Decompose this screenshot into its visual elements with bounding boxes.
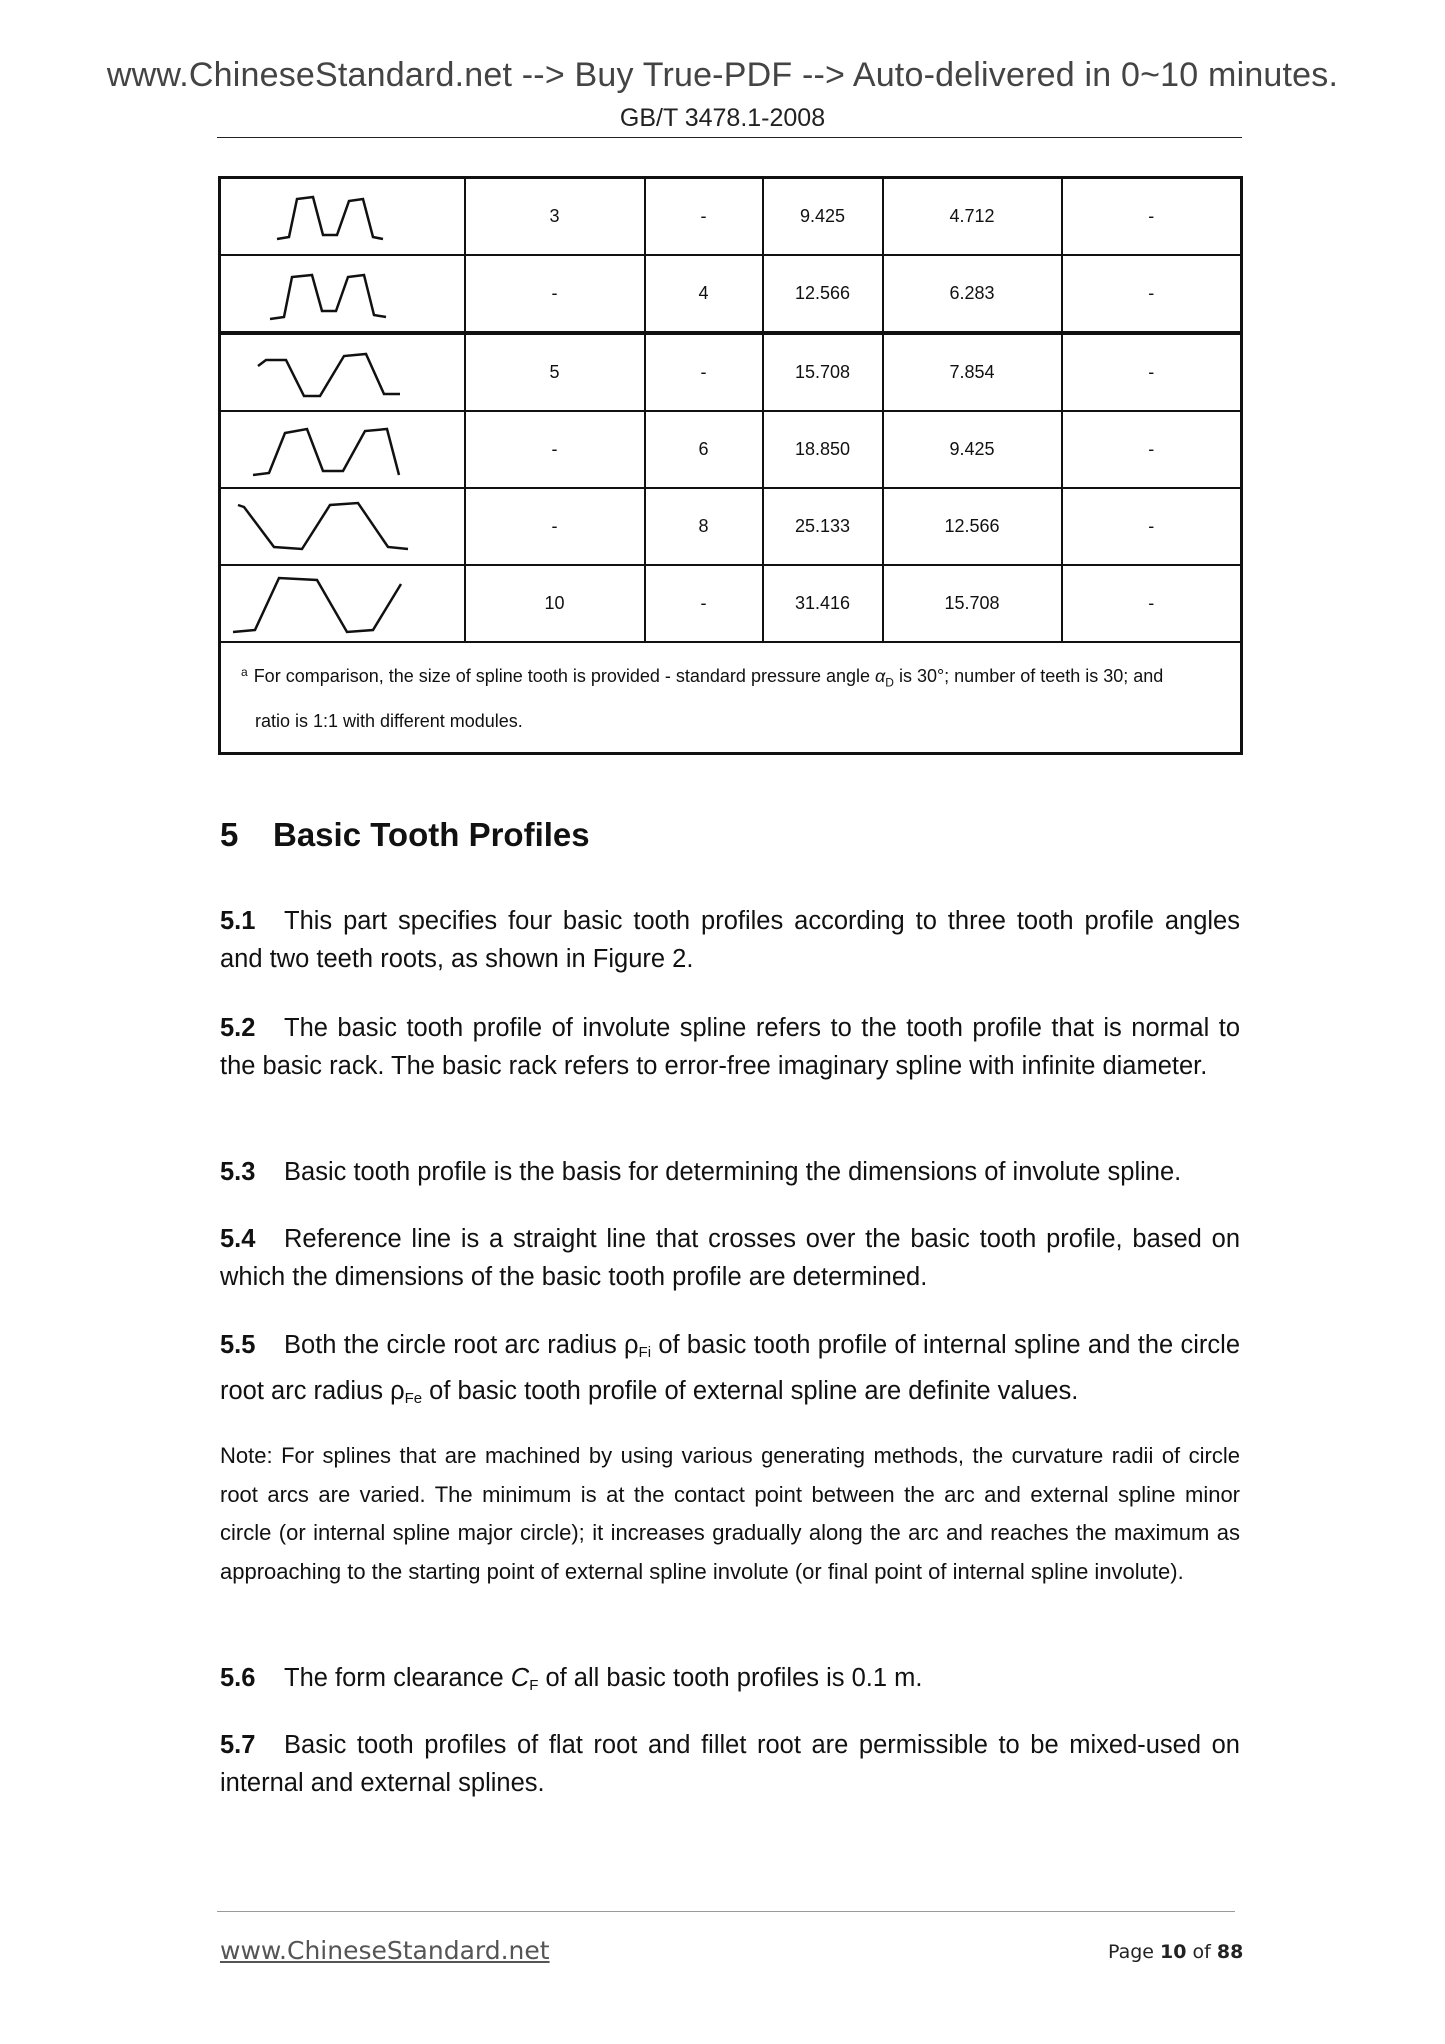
table-cell: 10 [465,565,645,642]
clause-number: 5.7 [220,1731,256,1759]
header-rule [217,137,1242,138]
clause-text: Both the circle root arc radius ρ [284,1331,639,1359]
table-row [220,565,1242,642]
form-clearance-symbol: C [510,1664,530,1692]
footnote-mark: a [241,665,248,679]
note-paragraph: Note: For splines that are machined by using various generating methods, the curvature radii of circle root arcs are varied. The minimum is at the contact point between the arc and external spline minor circle (or internal spline major circle); it increases gradually along the arc and reaches the maximum as approaching to the starting point of external spline involute (or final point of internal spline involute). [220,1443,1240,1584]
of-word: of [1192,1941,1211,1963]
tooth-profile-sketch [220,178,465,256]
clause-5-1 [220,902,1240,978]
clause-text: of all basic tooth profiles is 0.1 m. [538,1664,923,1692]
footnote-text-line2: ratio is 1:1 with different modules. [255,710,523,731]
clause-text: Basic tooth profiles of flat root and fillet root are permissible to be mixed-used on internal and external splines. [220,1731,1240,1797]
table-cell: 12.566 [883,488,1062,565]
clause-number: 5.5 [220,1331,256,1359]
table-cell: 4.712 [883,178,1062,256]
table-cell: - [1062,488,1242,565]
total-pages: 88 [1216,1941,1244,1963]
table-cell: 6.283 [883,255,1062,333]
table-cell: - [1062,255,1242,333]
table-footnote [220,642,1242,753]
table-cell: - [645,178,763,256]
clause-number: 5.1 [220,907,256,935]
form-clearance-subscript: F [529,1677,539,1694]
table-cell: 15.708 [883,565,1062,642]
current-page: 10 [1160,1941,1187,1963]
footnote-text: is 30°; number of teeth is 30; and [893,666,1164,686]
clause-text: The form clearance [284,1664,511,1692]
tooth-profile-sketch [220,411,465,488]
clause-number: 5.4 [220,1225,256,1253]
tooth-profile-sketch [220,565,465,642]
table-cell: 4 [645,255,763,333]
table-cell: 31.416 [763,565,883,642]
table-cell: 5 [465,333,645,411]
table-cell: - [1062,333,1242,411]
tooth-profile-sketch [220,488,465,565]
clause-text: Basic tooth profile is the basis for determining the dimensions of involute spline. [284,1158,1182,1186]
alpha-symbol: α [875,666,886,686]
table-row [220,333,1242,411]
spline-tooth-table [218,176,1243,755]
clause-number: 5.6 [220,1664,256,1692]
clause-5-2 [220,1009,1240,1085]
clause-text: of basic tooth profile of internal spline and the circle root arc radius ρ [220,1331,1240,1405]
table-row [220,488,1242,565]
footer-rule [217,1911,1235,1912]
page-word: Page [1108,1941,1154,1963]
page-number [1108,1941,1243,1963]
table-cell: 15.708 [763,333,883,411]
clause-number: 5.2 [220,1014,256,1042]
footnote-text: For comparison, the size of spline tooth is provided - standard pressure angle [253,666,876,686]
tooth-profile-sketch [220,333,465,411]
table-cell: - [465,411,645,488]
top-banner: www.ChineseStandard.net --> Buy True-PDF --> Auto-delivered in 0~10 minutes. [106,56,1339,94]
section-heading [220,816,590,854]
table-cell: - [1062,565,1242,642]
clause-text: The basic tooth profile of involute spline refers to the tooth profile that is normal to the basic rack. The basic rack refers to error-free imaginary spline with infinite diameter. [220,1014,1240,1080]
table-cell: - [645,565,763,642]
section-number: 5 [220,816,239,853]
table-cell: 9.425 [883,411,1062,488]
clause-number: 5.3 [220,1158,256,1186]
section-title: Basic Tooth Profiles [273,816,590,853]
table-footnote-row [220,642,1242,753]
table-cell: 6 [645,411,763,488]
table-cell: - [645,333,763,411]
rho-fe-subscript: Fe [404,1390,423,1407]
table-row [220,255,1242,333]
table-row [220,411,1242,488]
table-cell: - [465,488,645,565]
clause-5-4 [220,1220,1240,1296]
table-cell: - [465,255,645,333]
document-code: GB/T 3478.1-2008 [619,104,826,132]
table-cell: 8 [645,488,763,565]
alpha-subscript: D [885,675,894,690]
clause-5-3 [220,1153,1240,1191]
tooth-profile-sketch [220,255,465,333]
table-row [220,178,1242,256]
rho-fi-subscript: Fi [638,1344,652,1361]
table-cell: 25.133 [763,488,883,565]
table-cell: 3 [465,178,645,256]
table-cell: - [1062,178,1242,256]
table-cell: 12.566 [763,255,883,333]
clause-text: Reference line is a straight line that crosses over the basic tooth profile, based on which the dimensions of the basic tooth profile are determined. [220,1225,1240,1291]
table-cell: 9.425 [763,178,883,256]
clause-text: This part specifies four basic tooth profiles according to three tooth profile angles and two teeth roots, as shown in Figure 2. [220,907,1240,973]
table-cell: 18.850 [763,411,883,488]
clause-text: of basic tooth profile of external spline are definite values. [422,1377,1079,1405]
table-cell: 7.854 [883,333,1062,411]
clause-5-5 [220,1326,1240,1418]
footer-link[interactable]: www.ChineseStandard.net [220,1936,550,1965]
table-cell: - [1062,411,1242,488]
clause-5-7 [220,1726,1240,1802]
clause-5-6 [220,1659,1240,1705]
